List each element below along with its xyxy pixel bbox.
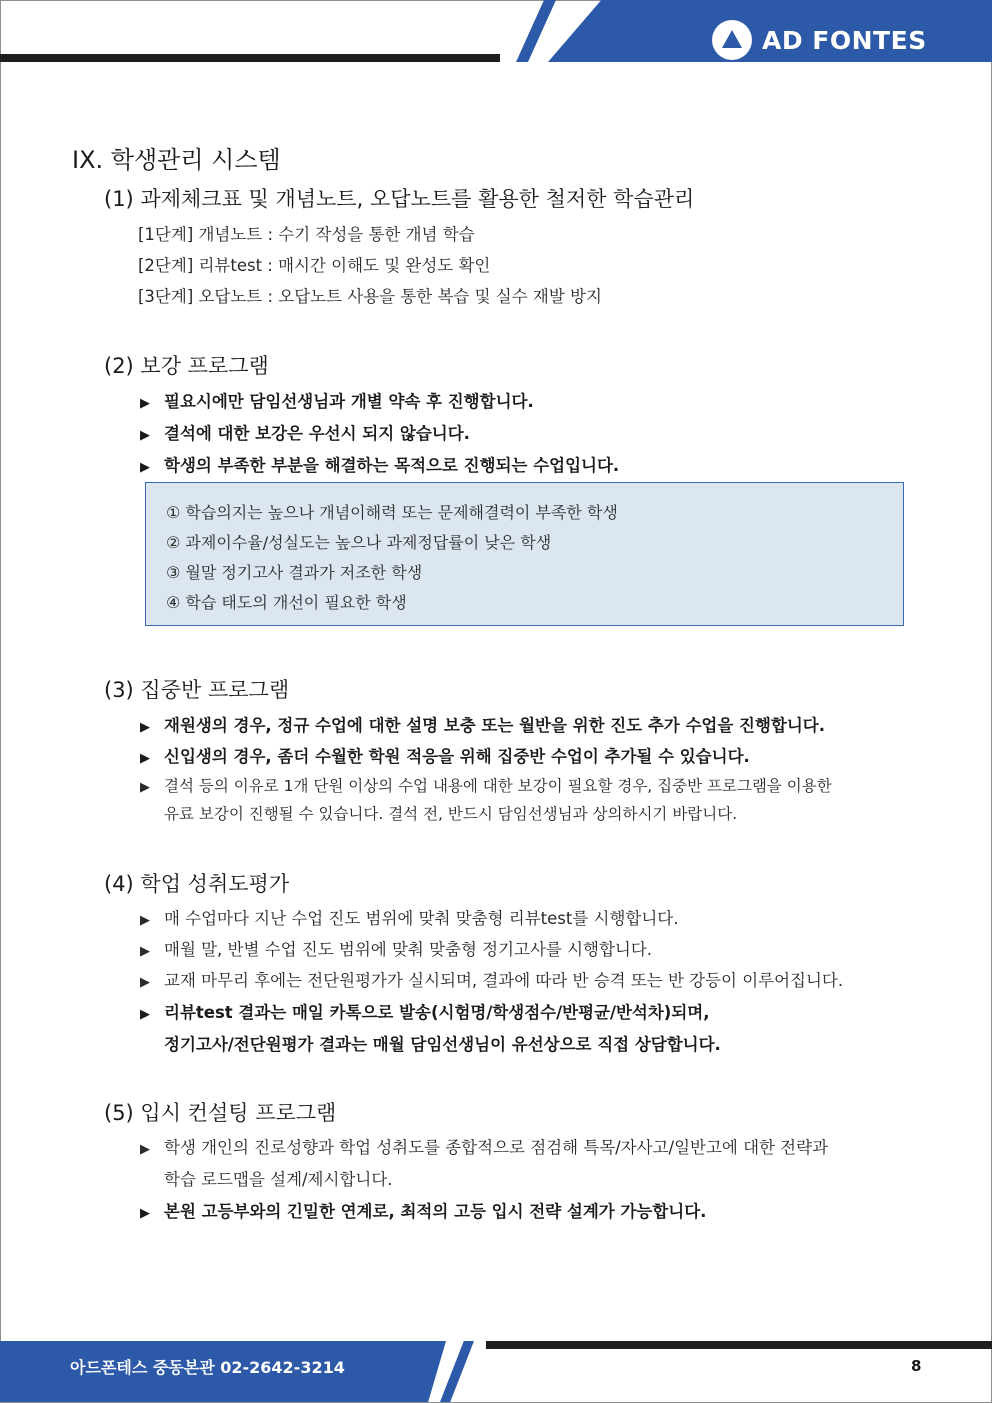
bullet-icon: ▶ [140,780,150,795]
bullet-item: ▶ 학생 개인의 진로성향과 학업 성취도를 종합적으로 점검해 특목/자사고/일반고에 대한 전략과 [140,1138,829,1157]
bullet-icon: ▶ [140,460,150,475]
step-line-2: [2단계] 리뷰test : 매시간 이해도 및 완성도 확인 [138,256,491,275]
bullet-item: ▶ 필요시에만 담임선생님과 개별 약속 후 진행합니다. [140,392,534,411]
step-line-1: [1단계] 개념노트 : 수기 작성을 통한 개념 학습 [138,225,475,244]
footer-academy-contact: 아드폰테스 중동본관 02-2642-3214 [70,1358,345,1377]
footer-dark-bar [486,1341,992,1349]
bullet-item: ▶ 매 수업마다 지난 수업 진도 범위에 맞춰 맞춤형 리뷰test를 시행합니다. [140,909,679,928]
logo-text: AD FONTES [762,25,927,55]
bullet-item: ▶ 매월 말, 반별 수업 진도 범위에 맞춰 맞춤형 정기고사를 시행합니다. [140,940,653,959]
subsection-title-4: (4) 학업 성취도평가 [104,872,290,896]
bullet-icon: ▶ [140,428,150,443]
bullet-icon: ▶ [140,1142,150,1157]
step-line-3: [3단계] 오답노트 : 오답노트 사용을 통한 복습 및 실수 재발 방지 [138,287,602,306]
bullet-item: ▶ 결석 등의 이유로 1개 단원 이상의 수업 내용에 대한 보강이 필요할 경우, 집중반 프로그램을 이용한 [140,777,832,795]
bullet-item: ▶ 본원 고등부와의 긴밀한 연계로, 최적의 고등 입시 전략 설계가 가능합니다. [140,1202,707,1221]
brand-logo [712,20,927,60]
bullet-item: ▶ 교재 마무리 후에는 전단원평가가 실시되며, 결과에 따라 반 승격 또는 반 강등이 이루어집니다. [140,971,844,990]
box-item-4: ④ 학습 태도의 개선이 필요한 학생 [166,593,407,612]
bullet-item: ▶ 재원생의 경우, 정규 수업에 대한 설명 보충 또는 월반을 위한 진도 추가 수업을 진행합니다. [140,716,826,735]
subsection-title-2: (2) 보강 프로그램 [104,354,269,378]
bullet-continuation: 유료 보강이 진행될 수 있습니다. 결석 전, 반드시 담임선생님과 상의하시기 바랍니다. [164,805,738,823]
bullet-continuation: 정기고사/전단원평가 결과는 매월 담임선생님이 유선상으로 직접 상담합니다. [164,1035,721,1054]
bullet-item: ▶ 신입생의 경우, 좀더 수월한 학원 적응을 위해 집중반 수업이 추가될 수 있습니다. [140,747,750,766]
bullet-icon: ▶ [140,1206,150,1221]
page-number: 8 [911,1357,922,1375]
bullet-item: ▶ 학생의 부족한 부분을 해결하는 목적으로 진행되는 수업입니다. [140,456,620,475]
target-students-box [145,482,904,626]
bullet-continuation: 학습 로드맵을 설계/제시합니다. [164,1170,393,1189]
bullet-icon: ▶ [140,751,150,766]
box-item-3: ③ 월말 정기고사 결과가 저조한 학생 [166,563,423,582]
subsection-title-1: (1) 과제체크표 및 개념노트, 오답노트를 활용한 철저한 학습관리 [104,187,695,211]
logo-icon [712,20,752,60]
box-item-2: ② 과제이수율/성실도는 높으나 과제정답률이 낮은 학생 [166,533,552,552]
bullet-item: ▶ 결석에 대한 보강은 우선시 되지 않습니다. [140,424,470,443]
subsection-title-5: (5) 입시 컨설팅 프로그램 [104,1101,337,1125]
header-dark-bar [0,54,500,62]
subsection-title-3: (3) 집중반 프로그램 [104,678,290,702]
bullet-icon: ▶ [140,1007,150,1022]
bullet-icon: ▶ [140,944,150,959]
page-title: IX. 학생관리 시스템 [72,146,281,174]
bullet-item: ▶ 리뷰test 결과는 매일 카톡으로 발송(시험명/학생점수/반평균/반석차)되며, [140,1003,710,1022]
bullet-icon: ▶ [140,975,150,990]
bullet-icon: ▶ [140,913,150,928]
box-item-1: ① 학습의지는 높으나 개념이해력 또는 문제해결력이 부족한 학생 [166,503,618,522]
bullet-icon: ▶ [140,396,150,411]
bullet-icon: ▶ [140,720,150,735]
